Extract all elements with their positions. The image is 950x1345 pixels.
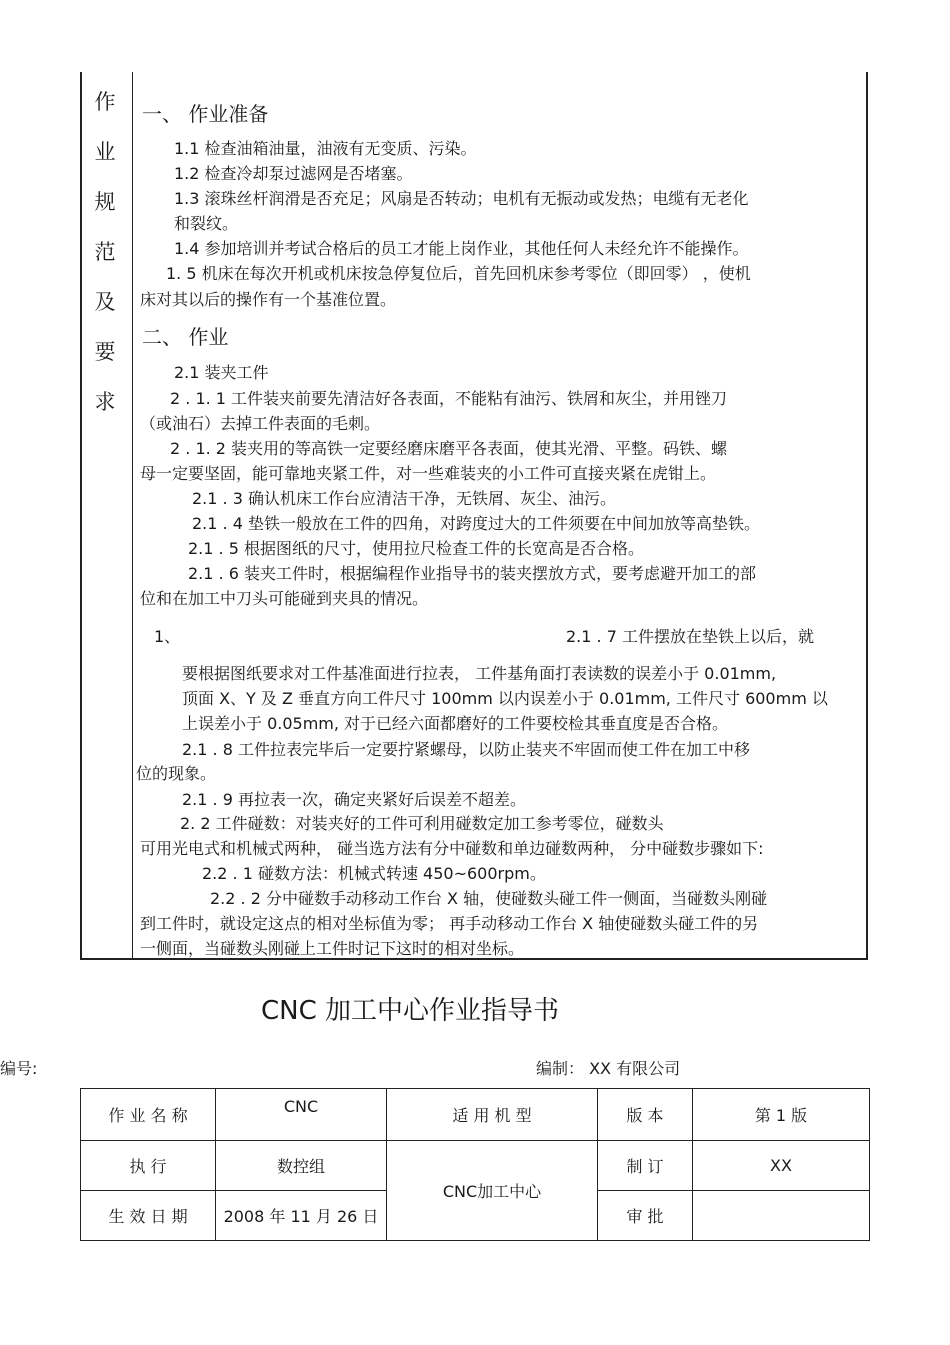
text-line: （或油石）去掉工件表面的毛刺。 bbox=[140, 414, 381, 433]
text-line: 1. 5 机床在每次开机或机床按急停复位后，首先回机床参考零位（即回零） ，使机 bbox=[166, 264, 751, 283]
side-label-char: 及 bbox=[94, 290, 116, 314]
effective-date-label: 生 效 日 期 bbox=[81, 1191, 216, 1241]
side-label-char: 作 bbox=[94, 90, 116, 114]
section-heading-prep: 一、 作业准备 bbox=[142, 102, 269, 126]
execution-value: 数控组 bbox=[216, 1141, 387, 1191]
version-label: 版 本 bbox=[598, 1089, 693, 1141]
side-label-char: 要 bbox=[94, 340, 116, 364]
applicable-model-value: CNC加工中心 bbox=[387, 1141, 598, 1241]
text-line: 上误差小于 0.05mm, 对于已经六面都磨好的工件要校检其垂直度是否合格。 bbox=[182, 714, 729, 733]
text-line: 2.1 . 6 装夹工件时，根据编程作业指导书的装夹摆放方式，要考虑避开加工的部 bbox=[188, 564, 756, 583]
section-heading-work: 二、 作业 bbox=[142, 325, 229, 349]
text-line: 要根据图纸要求对工件基准面进行拉表， 工件基角面打表读数的误差小于 0.01mm, bbox=[182, 664, 777, 683]
operation-name-label: 作 业 名 称 bbox=[81, 1089, 216, 1141]
document-title: CNC 加工中心作业指导书 bbox=[260, 996, 560, 1026]
effective-date-value: 2008 年 11 月 26 日 bbox=[216, 1191, 387, 1241]
text-line: 2.2 . 1 碰数方法：机械式转速 450~600rpm。 bbox=[202, 864, 546, 883]
operation-name-value: CNC bbox=[216, 1089, 387, 1141]
text-line: 1.3 滚珠丝杆润滑是否充足；风扇是否转动；电机有无振动或发热；电缆有无老化 bbox=[174, 189, 749, 208]
text-line: 2.2 . 2 分中碰数手动移动工作台 X 轴，使碰数头碰工件一侧面，当碰数头刚碰 bbox=[210, 889, 768, 908]
text-line: 2.1 装夹工件 bbox=[174, 363, 269, 382]
prepared-by-label: 制 订 bbox=[598, 1141, 693, 1191]
text-line: 位的现象。 bbox=[136, 764, 217, 783]
procedure-table-divider bbox=[132, 72, 133, 960]
text-line: 2.1 . 4 垫铁一般放在工件的四角，对跨度过大的工件须要在中间加放等高垫铁。 bbox=[192, 514, 760, 533]
text-line: 1.4 参加培训并考试合格后的员工才能上岗作业，其他任何人未经允许不能操作。 bbox=[174, 239, 749, 258]
text-line: 可用光电式和机械式两种， 碰当选方法有分中碰数和单边碰数两种， 分中碰数步骤如下: bbox=[140, 839, 764, 858]
execution-label: 执 行 bbox=[81, 1141, 216, 1191]
text-line: 1、 bbox=[154, 627, 181, 646]
applicable-model-label: 适 用 机 型 bbox=[387, 1089, 598, 1141]
side-label-char: 业 bbox=[94, 140, 116, 164]
text-line: 2. 2 工件碰数：对装夹好的工件可利用碰数定加工参考零位，碰数头 bbox=[180, 814, 664, 833]
approval-label: 审 批 bbox=[598, 1191, 693, 1241]
text-line: 2 . 1. 1 工件装夹前要先清洁好各表面，不能粘有油污、铁屑和灰尘，并用锉刀 bbox=[170, 389, 728, 408]
serial-number-label: 编号: bbox=[0, 1059, 38, 1078]
prepared-by-value: XX bbox=[693, 1141, 870, 1191]
side-label-char: 求 bbox=[94, 390, 116, 414]
text-line: 2.1 . 9 再拉表一次，确定夹紧好后误差不超差。 bbox=[182, 790, 526, 809]
text-line: 2.1 . 3 确认机床工作台应清洁干净，无铁屑、灰尘、油污。 bbox=[192, 489, 616, 508]
text-line: 一侧面，当碰数头刚碰上工件时记下这时的相对坐标。 bbox=[140, 939, 525, 958]
text-line: 2 . 1. 2 装夹用的等高铁一定要经磨床磨平各表面，使其光滑、平整。码铁、螺 bbox=[170, 439, 728, 458]
text-line: 和裂纹。 bbox=[174, 214, 239, 233]
text-line: 2.1 . 7 工件摆放在垫铁上以后，就 bbox=[566, 627, 814, 646]
approval-value bbox=[693, 1191, 870, 1241]
compiled-by: 编制： XX 有限公司 bbox=[536, 1059, 681, 1078]
text-line: 位和在加工中刀头可能碰到夹具的情况。 bbox=[140, 589, 429, 608]
document-info-table bbox=[80, 1088, 870, 1241]
text-line: 顶面 X、Y 及 Z 垂直方向工件尺寸 100mm 以内误差小于 0.01mm, 工件尺寸 600mm 以 bbox=[182, 689, 828, 708]
text-line: 2.1 . 8 工件拉表完毕后一定要拧紧螺母，以防止装夹不牢固而使工件在加工中移 bbox=[182, 740, 750, 759]
text-line: 床对其以后的操作有一个基准位置。 bbox=[140, 290, 397, 309]
side-label-char: 规 bbox=[94, 190, 116, 214]
text-line: 到工件时，就设定这点的相对坐标值为零； 再手动移动工作台 X 轴使碰数头碰工件的另 bbox=[140, 914, 759, 933]
text-line: 2.1 . 5 根据图纸的尺寸，使用拉尺检查工件的长宽高是否合格。 bbox=[188, 539, 644, 558]
text-line: 1.2 检查冷却泵过滤网是否堵塞。 bbox=[174, 164, 413, 183]
text-line: 母一定要坚固，能可靠地夹紧工件，对一些难装夹的小工件可直接夹紧在虎钳上。 bbox=[140, 464, 717, 483]
side-label-char: 范 bbox=[94, 240, 116, 264]
text-line: 1.1 检查油箱油量，油液有无变质、污染。 bbox=[174, 139, 477, 158]
version-value: 第 1 版 bbox=[693, 1089, 870, 1141]
